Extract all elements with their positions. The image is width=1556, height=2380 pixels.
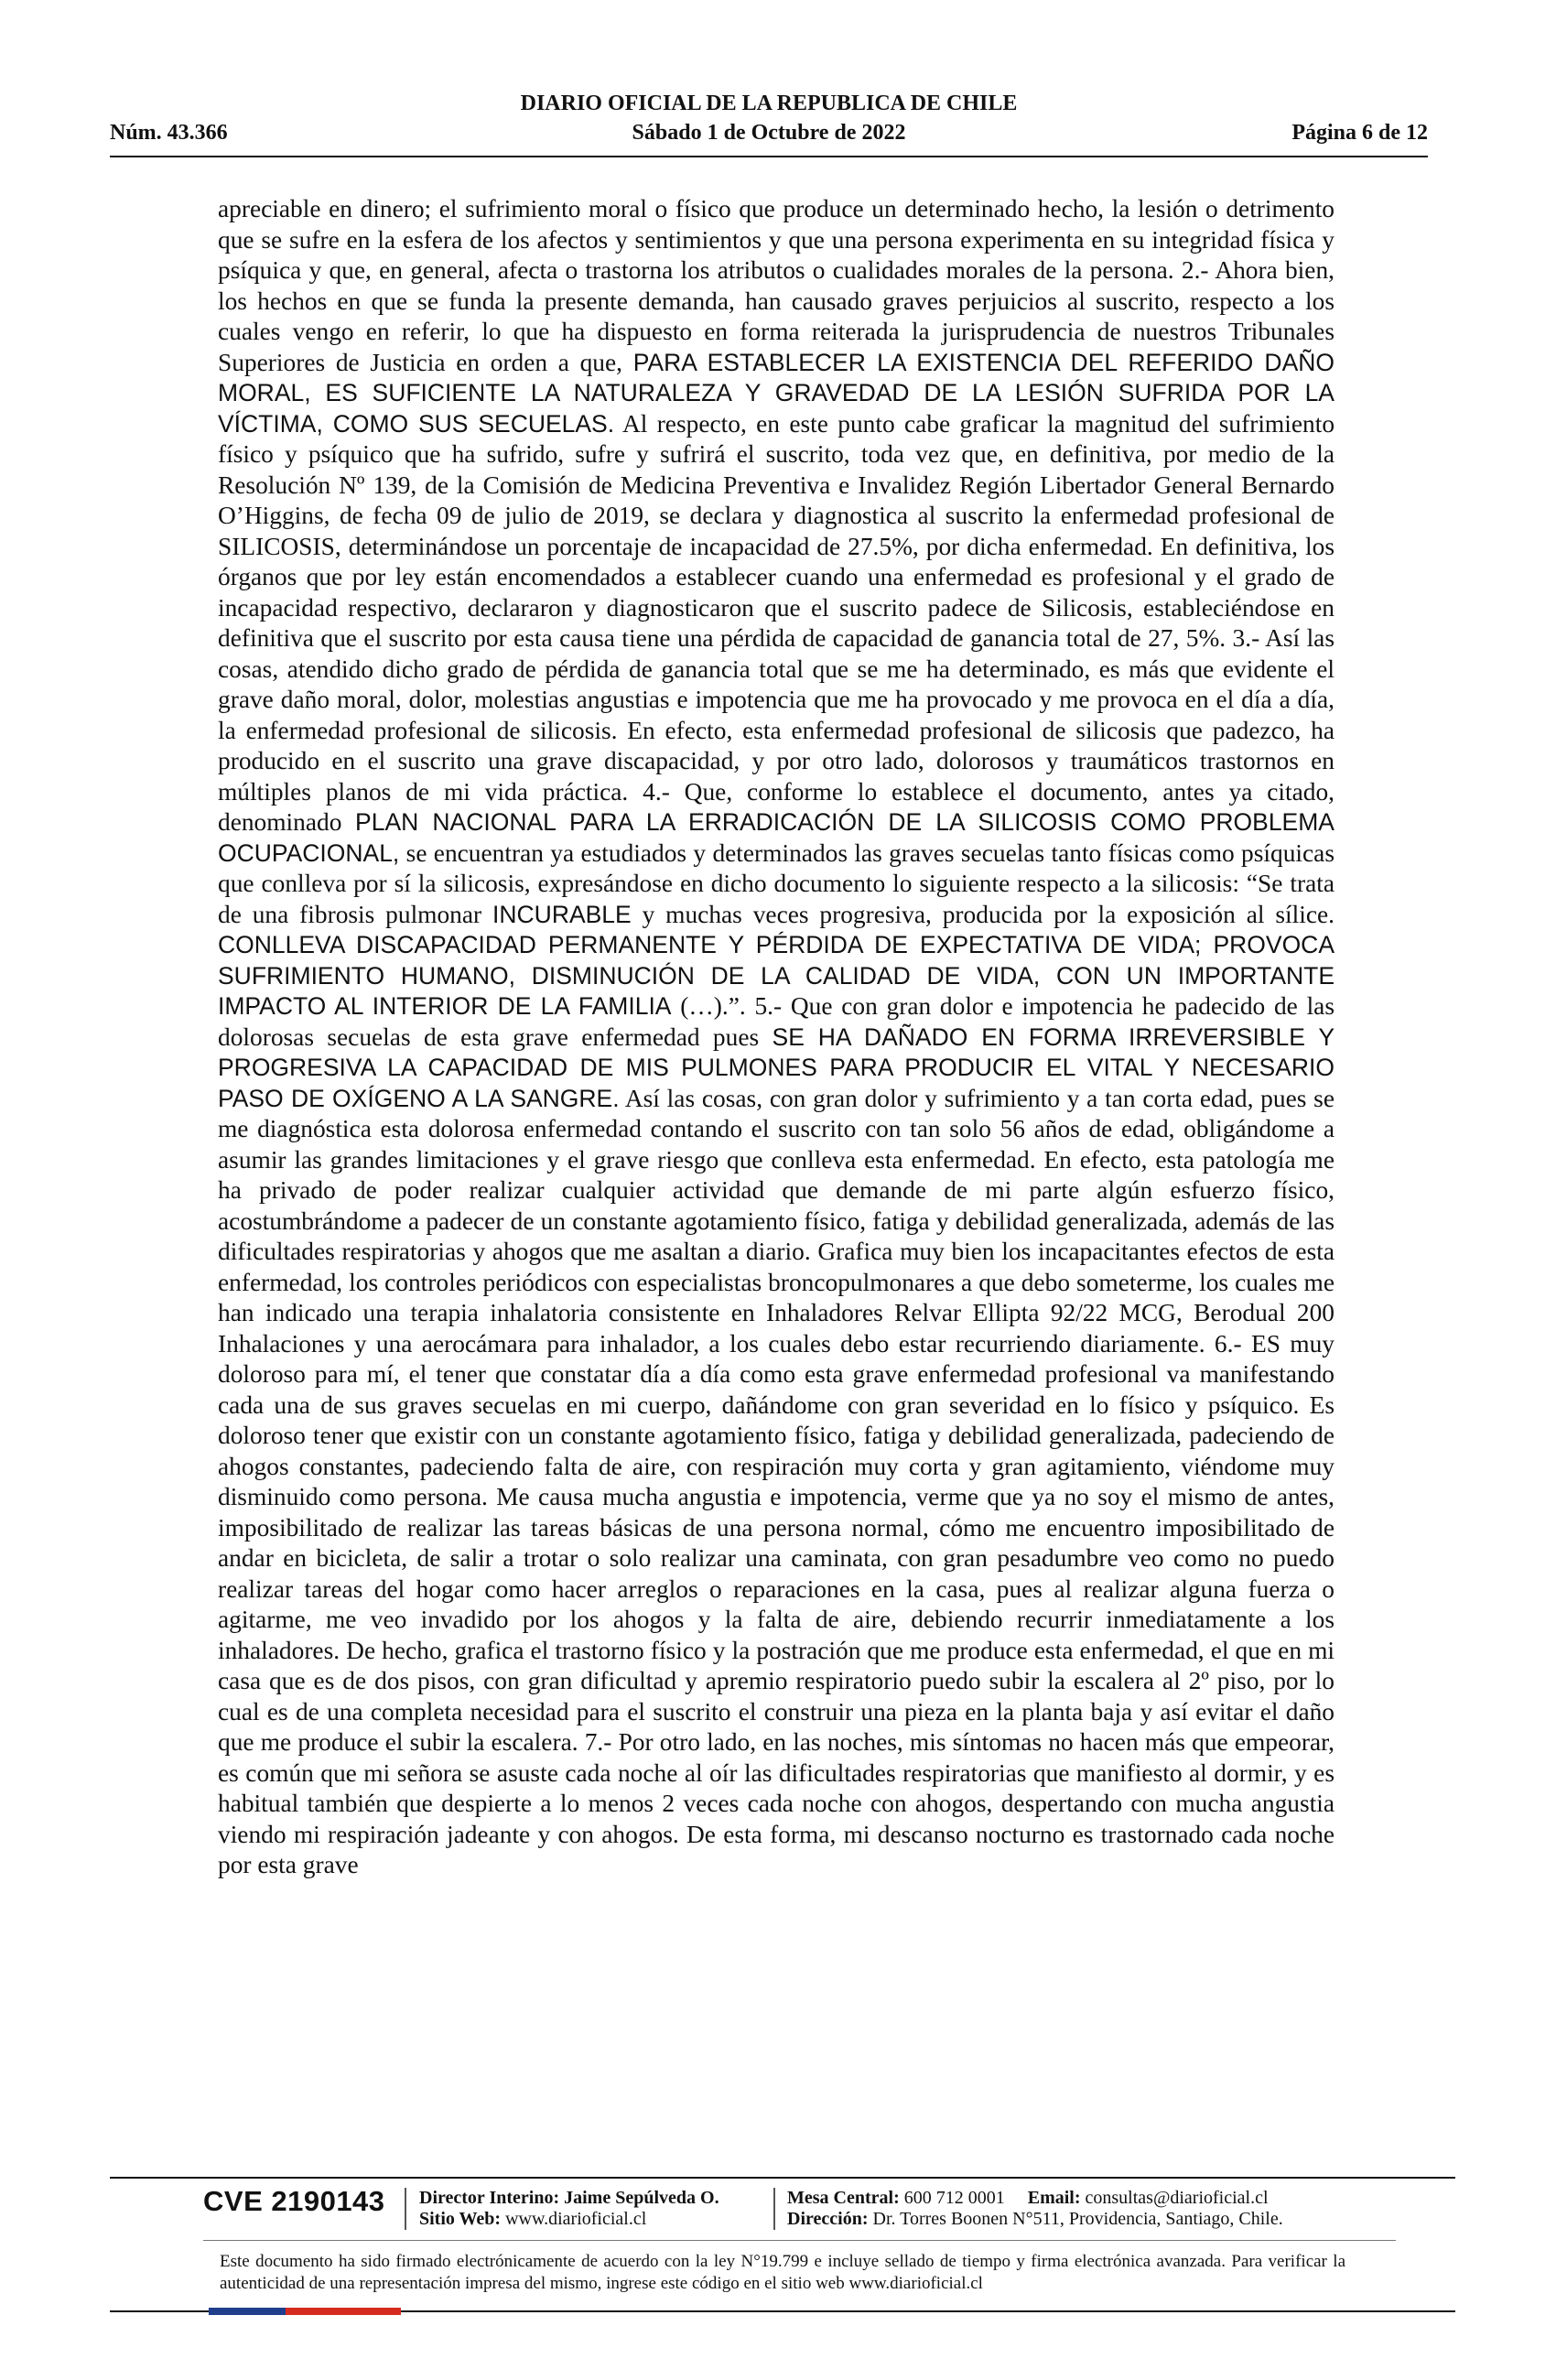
website-link[interactable]: www.diarioficial.cl (505, 2209, 647, 2229)
address-label: Dirección: (787, 2209, 869, 2229)
mesa-central-phone: 600 712 0001 (903, 2188, 1005, 2208)
page-header (110, 92, 1428, 156)
flag-stripe-segment (362, 2308, 401, 2315)
flag-stripe-segment (286, 2308, 324, 2315)
website-label: Sitio Web: (419, 2209, 502, 2229)
footer-divider-mid (203, 2240, 1396, 2241)
mesa-central-label: Mesa Central: (787, 2188, 900, 2208)
legal-notice: Este documento ha sido firmado electrónicamente de acuerdo con la ley N°19.799 e incluye sellado de tiempo y firma electrónica avanzada. Para verificar la autenticidad de una representación impresa del mismo, ingrese este código en el sitio web www.diarioficial.cl (220, 2252, 1345, 2293)
cve-code: CVE 2190143 (203, 2185, 385, 2217)
body-text-segment: se encuentran ya estudiados y determinados las graves secuelas tanto físicas como psíquicas que conlleva por sí la silicosis, expresándose en dicho documento lo siguiente respecto a la silicosis: “Se trata de una fibrosis pulmonar (218, 838, 1334, 928)
body-text-segment: (…).”. 5.- Que con gran dolor e impotencia he padecido de las dolorosas secuelas de esta grave enfermedad pues (218, 992, 1334, 1051)
body-emphasis-segment: SE HA DAÑADO EN FORMA IRREVERSIBLE Y PROGRESIVA LA CAPACIDAD DE MIS PULMONES PARA PRODUCIR EL VITAL Y NECESARIO PASO DE OXÍGENO A LA SANGRE. (218, 1022, 1335, 1112)
director-label: Director Interino: (419, 2188, 560, 2208)
footer-divider-top (110, 2177, 1455, 2179)
flag-stripe-segment (324, 2308, 362, 2315)
body-emphasis-segment: INCURABLE (492, 900, 632, 928)
flag-stripe-segment (209, 2308, 247, 2315)
footer-contact-block (787, 2188, 1283, 2230)
email-link[interactable]: consultas@diarioficial.cl (1085, 2188, 1269, 2208)
body-text-segment: Así las cosas, con gran dolor y sufrimiento y a tan corta edad, pues se me diagnóstica esta dolorosa enfermedad contando el suscrito con tan solo 56 años de edad, obligándome a asumir las grandes limitaciones y el grave riesgo que conlleva esta enfermedad. En efecto, esta patología me ha privado de poder realizar cualquier actividad que demande de mi parte algún esfuerzo físico, acostumbrándome a padecer de un constante agotamiento físico, fatiga y debilidad generalizada, además de las dificultades respiratorias y ahogos que me asaltan a diario. Grafica muy bien los incapacitantes efectos de esta enfermedad, los controles periódicos con especialistas broncopulmonares a que debo someterme, los cuales me han indicado una terapia inhalatoria consistente en Inhaladores Relvar Ellipta 92/22 MCG, Berodual 200 Inhalaciones y una aerocámara para inhalador, a los cuales debo estar recurriendo diariamente. 6.- ES muy doloroso para mí, el tener que constatar día a día como esta grave enfermedad profesional va manifestando cada una de sus graves secuelas en mi cuerpo, dañándome con gran severidad en lo físico y psíquico. Es doloroso tener que existir con un constante agotamiento físico, fatiga y debilidad generalizada, padeciendo de ahogos constantes, padeciendo falta de aire, con respiración muy corta y gran agitamiento, viéndome muy disminuido como persona. Me causa mucha angustia e impotencia, verme que ya no soy el mismo de antes, imposibilitado de realizar las tareas básicas de una persona normal, cómo me encuentro imposibilitado de andar en bicicleta, de salir a trotar o solo realizar una caminata, con gran pesadumbre veo como no puedo realizar tareas del hogar como hacer arreglos o reparaciones en la casa, pues al realizar alguna fuerza o agitarme, me veo invadido por los ahogos y la falta de aire, debiendo recurrir inmediatamente a los inhaladores. De hecho, grafica el trastorno físico y la postración que me produce esta enfermedad, el que en mi casa que es de dos pisos, con gran dificultad y apremio respiratorio puedo subir la escalera al 2º piso, por lo cual es de una completa necesidad para el suscrito el construir una pieza en la planta baja y así evitar el daño que me produce el subir la escalera. 7.- Por otro lado, en las noches, mis síntomas no hacen más que empeorar, es común que mi señora se asuste cada noche al oír las dificultades respiratorias que manifiesto al dormir, y es habitual también que despierte a lo menos 2 veces cada noche con ahogos, despertando con mucha angustia viendo mi respiración jadeante y con ahogos. De esta forma, mi descanso nocturno es trastornado cada noche por esta grave (218, 1084, 1334, 1878)
issue-date: Sábado 1 de Octubre de 2022 (632, 121, 906, 145)
body-text-segment: Al respecto, en este punto cabe graficar la magnitud del sufrimiento físico y psíquico que ha sufrido, sufre y sufrirá el suscrito, toda vez que, en definitiva, por medio de la Resolución Nº 139, de la Comisión de Medicina Preventiva e Invalidez Región Libertador General Bernardo O’Higgins, de fecha 09 de julio de 2019, se declara y diagnostica al suscrito la enfermedad profesional de SILICOSIS, determinándose un porcentaje de incapacidad de 27.5%, por dicha enfermedad. En definitiva, los órganos que por ley están encomendados a establecer cuando una enfermedad es profesional y el grado de incapacidad respectivo, declararon y diagnosticaron que el suscrito padece de Silicosis, estableciéndose en definitiva que el suscrito por esta causa tiene una pérdida de capacidad de ganancia total de 27, 5%. 3.- Así las cosas, atendido dicho grado de pérdida de ganancia total que se me ha determinado, es más que evidente el grave daño moral, dolor, molestias angustias e impotencia que me ha provocado y me provoca en el día a día, la enfermedad profesional de silicosis. En efecto, esta enfermedad profesional de silicosis que padezco, ha producido en el suscrito una grave discapacidad, y por otro lado, dolorosos y traumáticos trastornos en múltiples planos de mi vida práctica. 4.- Que, conforme lo establece el documento, antes ya citado, denominado (218, 409, 1335, 836)
footer-separator (405, 2188, 406, 2230)
body-text-segment: y muchas veces progresiva, producida por la exposición al sílice. (642, 900, 1334, 928)
header-divider (110, 156, 1428, 157)
address-value: Dr. Torres Boonen N°511, Providencia, Santiago, Chile. (872, 2209, 1283, 2229)
flag-stripe-segment (247, 2308, 286, 2315)
body-emphasis-segment: CONLLEVA DISCAPACIDAD PERMANENTE Y PÉRDIDA DE EXPECTATIVA DE VIDA; PROVOCA SUFRIMIENTO HUMANO, DISMINUCIÓN DE LA CALIDAD DE VIDA, CON UN IMPORTANTE IMPACTO AL INTERIOR DE LA FAMILIA (218, 931, 1334, 1020)
document-body (218, 194, 1334, 1881)
issue-number: Núm. 43.366 (110, 121, 228, 145)
director-name: Jaime Sepúlveda O. (564, 2188, 719, 2208)
body-emphasis-segment: PLAN NACIONAL PARA LA ERRADICACIÓN DE LA SILICOSIS COMO PROBLEMA OCUPACIONAL, (218, 808, 1334, 867)
body-emphasis-segment: PARA ESTABLECER LA EXISTENCIA DEL REFERIDO DAÑO MORAL, ES SUFICIENTE LA NATURALEZA Y GRAVEDAD DE LA LESIÓN SUFRIDA POR LA VÍCTIMA, COMO SUS SECUELAS. (218, 348, 1334, 438)
email-label: Email: (1027, 2188, 1081, 2208)
flag-stripe (209, 2308, 401, 2315)
gazette-title: DIARIO OFICIAL DE LA REPUBLICA DE CHILE (520, 92, 1018, 115)
body-text-segment: apreciable en dinero; el sufrimiento moral o físico que produce un determinado hecho, la lesión o detrimento que se sufre en la esfera de los afectos y sentimientos y que una persona experimenta en su integridad física y psíquica y que, en general, afecta o trastorna los atributos o cualidades morales de la persona. 2.- Ahora bien, los hechos en que se funda la presente demanda, han causado graves perjuicios al suscrito, respecto a los cuales vengo en referir, lo que ha dispuesto en forma reiterada la jurisprudencia de nuestros Tribunales Superiores de Justicia en orden a que, (218, 195, 1334, 376)
page-indicator: Página 6 de 12 (1291, 121, 1428, 145)
footer-separator (773, 2188, 775, 2230)
footer-director-block (419, 2188, 719, 2230)
